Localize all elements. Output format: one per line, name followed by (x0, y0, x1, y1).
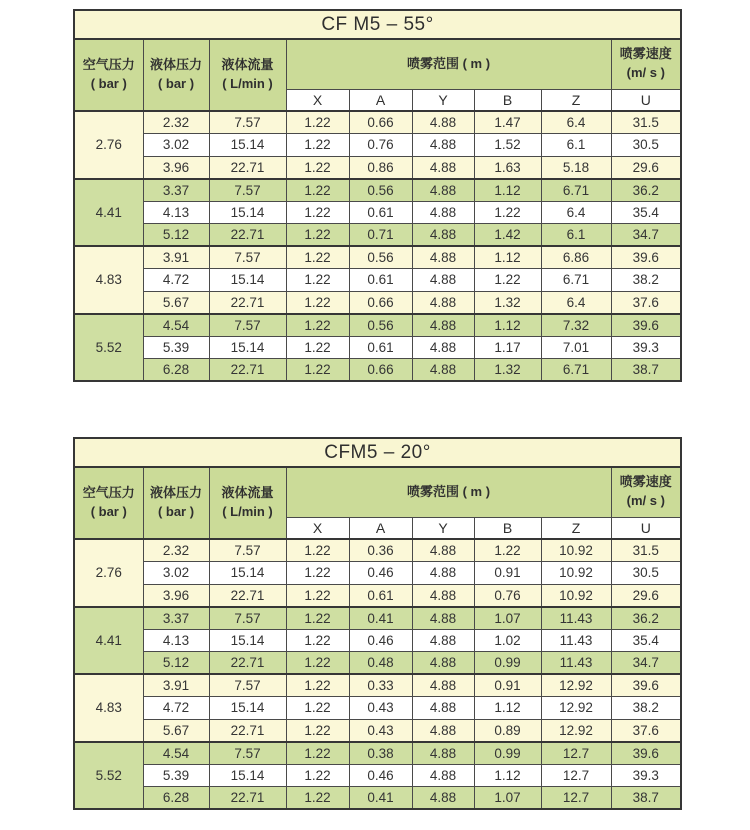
col-header-flow (209, 39, 286, 111)
col-header-flow-unit: ( L/min ) (222, 504, 273, 519)
data-cell: 4.88 (412, 336, 474, 359)
data-cell: 4.72 (143, 697, 209, 720)
data-cell: 4.88 (412, 291, 474, 314)
data-cell: 4.88 (412, 359, 474, 382)
data-cell: 12.7 (541, 742, 611, 765)
data-cell: 22.71 (209, 156, 286, 179)
data-cell: 15.14 (209, 134, 286, 157)
col-header-air-pressure-label: 空气压力 (82, 57, 135, 73)
subcol-z: Z (541, 517, 611, 539)
table-row (74, 134, 681, 157)
data-cell: 0.99 (474, 652, 541, 675)
data-cell: 38.2 (611, 697, 681, 720)
data-cell: 4.88 (412, 134, 474, 157)
data-cell: 0.56 (349, 314, 412, 337)
subcol-x: X (286, 89, 349, 111)
table-row (74, 764, 681, 787)
data-cell: 39.6 (611, 674, 681, 697)
data-cell: 6.28 (143, 787, 209, 810)
data-cell: 15.14 (209, 764, 286, 787)
data-cell: 1.22 (474, 269, 541, 292)
data-cell: 15.14 (209, 201, 286, 224)
data-cell: 4.13 (143, 629, 209, 652)
data-cell: 4.88 (412, 156, 474, 179)
data-cell: 1.22 (286, 269, 349, 292)
table-row (74, 246, 681, 269)
data-cell: 12.92 (541, 674, 611, 697)
data-cell: 1.22 (286, 787, 349, 810)
data-cell: 22.71 (209, 584, 286, 607)
data-cell: 0.36 (349, 539, 412, 562)
col-header-liquid-pressure-unit: ( bar ) (157, 504, 195, 519)
data-cell: 4.88 (412, 246, 474, 269)
data-cell: 10.92 (541, 562, 611, 585)
table-row (74, 742, 681, 765)
data-cell: 6.71 (541, 269, 611, 292)
data-cell: 4.88 (412, 719, 474, 742)
header-row (74, 467, 681, 517)
subcol-y: Y (412, 89, 474, 111)
data-cell: 0.89 (474, 719, 541, 742)
data-cell: 6.4 (541, 111, 611, 134)
data-cell: 1.17 (474, 336, 541, 359)
data-cell: 39.6 (611, 742, 681, 765)
data-cell: 1.22 (474, 201, 541, 224)
data-cell: 1.22 (286, 652, 349, 675)
table-row (74, 179, 681, 202)
data-cell: 39.6 (611, 246, 681, 269)
data-cell: 12.7 (541, 787, 611, 810)
data-cell: 29.6 (611, 584, 681, 607)
col-header-air-pressure-unit: ( bar ) (90, 76, 127, 91)
data-cell: 15.14 (209, 629, 286, 652)
col-header-liquid-pressure (143, 467, 209, 539)
table-row (74, 584, 681, 607)
data-cell: 4.88 (412, 314, 474, 337)
data-cell: 1.22 (286, 224, 349, 247)
data-cell: 1.12 (474, 764, 541, 787)
data-cell: 11.43 (541, 652, 611, 675)
data-cell: 22.71 (209, 291, 286, 314)
data-cell: 1.22 (286, 719, 349, 742)
data-cell: 22.71 (209, 719, 286, 742)
col-header-spray-speed (611, 467, 681, 517)
data-cell: 0.66 (349, 291, 412, 314)
col-header-spray-range: 喷雾范围 ( m ) (286, 467, 611, 517)
data-cell: 1.22 (286, 134, 349, 157)
data-cell: 6.86 (541, 246, 611, 269)
data-cell: 4.88 (412, 562, 474, 585)
data-cell: 11.43 (541, 607, 611, 630)
table-row (74, 359, 681, 382)
data-cell: 0.46 (349, 764, 412, 787)
data-cell: 5.12 (143, 652, 209, 675)
data-cell: 4.88 (412, 742, 474, 765)
data-cell: 1.12 (474, 697, 541, 720)
data-cell: 1.12 (474, 246, 541, 269)
table-row (74, 697, 681, 720)
table-row (74, 674, 681, 697)
data-cell: 4.88 (412, 607, 474, 630)
data-cell: 0.76 (349, 134, 412, 157)
data-cell: 0.41 (349, 607, 412, 630)
data-cell: 5.39 (143, 764, 209, 787)
data-cell: 6.28 (143, 359, 209, 382)
data-cell: 4.88 (412, 201, 474, 224)
table-row (74, 224, 681, 247)
data-cell: 2.32 (143, 111, 209, 134)
data-cell: 36.2 (611, 607, 681, 630)
data-cell: 1.07 (474, 607, 541, 630)
table-row (74, 336, 681, 359)
data-cell: 6.71 (541, 359, 611, 382)
spec-table-cf-m5-55 (73, 9, 682, 382)
data-cell: 1.22 (286, 539, 349, 562)
subcol-a: A (349, 517, 412, 539)
data-cell: 11.43 (541, 629, 611, 652)
data-cell: 0.56 (349, 179, 412, 202)
data-cell: 39.3 (611, 764, 681, 787)
data-cell: 0.61 (349, 336, 412, 359)
data-cell: 1.63 (474, 156, 541, 179)
table-row (74, 652, 681, 675)
data-cell: 7.57 (209, 674, 286, 697)
data-cell: 0.41 (349, 787, 412, 810)
data-cell: 36.2 (611, 179, 681, 202)
data-cell: 0.91 (474, 674, 541, 697)
data-cell: 1.22 (474, 539, 541, 562)
data-cell: 1.22 (286, 246, 349, 269)
data-cell: 1.22 (286, 111, 349, 134)
data-cell: 4.54 (143, 742, 209, 765)
data-cell: 0.91 (474, 562, 541, 585)
data-cell: 22.71 (209, 787, 286, 810)
data-cell: 1.47 (474, 111, 541, 134)
col-header-liquid-pressure-label: 液体压力 (149, 485, 202, 501)
subcol-x: X (286, 517, 349, 539)
data-cell: 0.86 (349, 156, 412, 179)
air-pressure-group-cell: 4.41 (74, 607, 143, 675)
data-cell: 12.92 (541, 697, 611, 720)
data-cell: 5.39 (143, 336, 209, 359)
data-cell: 0.99 (474, 742, 541, 765)
data-cell: 4.88 (412, 269, 474, 292)
air-pressure-group-cell: 4.83 (74, 674, 143, 742)
data-cell: 39.3 (611, 336, 681, 359)
data-cell: 10.92 (541, 539, 611, 562)
data-cell: 4.88 (412, 787, 474, 810)
subcol-z: Z (541, 89, 611, 111)
col-header-air-pressure (74, 467, 143, 539)
data-cell: 15.14 (209, 697, 286, 720)
data-cell: 1.22 (286, 629, 349, 652)
data-cell: 4.13 (143, 201, 209, 224)
data-cell: 15.14 (209, 269, 286, 292)
subcol-u: U (611, 517, 681, 539)
data-cell: 3.37 (143, 607, 209, 630)
table-row (74, 719, 681, 742)
col-header-flow-unit: ( L/min ) (222, 76, 273, 91)
data-cell: 1.22 (286, 562, 349, 585)
table-row (74, 787, 681, 810)
col-header-air-pressure-label: 空气压力 (82, 485, 135, 501)
data-cell: 0.46 (349, 562, 412, 585)
header-row (74, 39, 681, 89)
table-row (74, 314, 681, 337)
data-cell: 4.88 (412, 111, 474, 134)
air-pressure-group-cell: 2.76 (74, 111, 143, 179)
data-cell: 7.57 (209, 246, 286, 269)
data-cell: 3.96 (143, 584, 209, 607)
data-cell: 4.88 (412, 629, 474, 652)
data-cell: 0.61 (349, 269, 412, 292)
data-cell: 7.57 (209, 179, 286, 202)
data-cell: 10.92 (541, 584, 611, 607)
data-cell: 1.22 (286, 179, 349, 202)
data-cell: 4.88 (412, 764, 474, 787)
data-cell: 22.71 (209, 652, 286, 675)
data-cell: 22.71 (209, 224, 286, 247)
data-cell: 0.61 (349, 584, 412, 607)
subcol-b: B (474, 89, 541, 111)
table-row (74, 156, 681, 179)
data-cell: 0.66 (349, 111, 412, 134)
table-row (74, 539, 681, 562)
data-cell: 1.22 (286, 742, 349, 765)
air-pressure-group-cell: 4.41 (74, 179, 143, 247)
data-cell: 1.22 (286, 314, 349, 337)
data-cell: 38.7 (611, 359, 681, 382)
table-title: CF M5 – 55° (74, 10, 681, 39)
data-cell: 0.46 (349, 629, 412, 652)
data-cell: 0.43 (349, 697, 412, 720)
data-cell: 12.92 (541, 719, 611, 742)
data-cell: 4.88 (412, 179, 474, 202)
col-header-flow-label: 液体流量 (221, 485, 274, 501)
data-cell: 6.1 (541, 134, 611, 157)
data-cell: 0.48 (349, 652, 412, 675)
data-cell: 4.88 (412, 674, 474, 697)
data-cell: 39.6 (611, 314, 681, 337)
data-cell: 15.14 (209, 562, 286, 585)
data-cell: 4.88 (412, 539, 474, 562)
data-cell: 6.71 (541, 179, 611, 202)
col-header-spray-range: 喷雾范围 ( m ) (286, 39, 611, 89)
col-header-liquid-pressure-label: 液体压力 (149, 57, 202, 73)
data-cell: 3.37 (143, 179, 209, 202)
spec-table-cfm5-20 (73, 437, 682, 810)
col-header-flow-label: 液体流量 (221, 57, 274, 73)
data-cell: 12.7 (541, 764, 611, 787)
data-cell: 1.22 (286, 201, 349, 224)
data-cell: 7.57 (209, 607, 286, 630)
data-cell: 6.4 (541, 291, 611, 314)
data-cell: 6.4 (541, 201, 611, 224)
data-cell: 7.57 (209, 539, 286, 562)
data-cell: 3.02 (143, 134, 209, 157)
data-cell: 1.52 (474, 134, 541, 157)
data-cell: 7.32 (541, 314, 611, 337)
data-cell: 4.72 (143, 269, 209, 292)
data-cell: 4.54 (143, 314, 209, 337)
table-row (74, 269, 681, 292)
data-cell: 1.07 (474, 787, 541, 810)
data-cell: 1.02 (474, 629, 541, 652)
data-cell: 1.22 (286, 336, 349, 359)
col-header-spray-speed-unit: (m/ s ) (626, 65, 665, 81)
data-cell: 1.42 (474, 224, 541, 247)
col-header-flow (209, 467, 286, 539)
air-pressure-group-cell: 5.52 (74, 314, 143, 382)
data-cell: 5.67 (143, 291, 209, 314)
col-header-spray-speed-label: 喷雾速度 (619, 474, 672, 490)
data-cell: 35.4 (611, 201, 681, 224)
col-header-spray-speed (611, 39, 681, 89)
data-cell: 5.12 (143, 224, 209, 247)
data-cell: 15.14 (209, 336, 286, 359)
data-cell: 1.22 (286, 607, 349, 630)
table-row (74, 607, 681, 630)
data-cell: 3.02 (143, 562, 209, 585)
data-cell: 6.1 (541, 224, 611, 247)
data-cell: 7.01 (541, 336, 611, 359)
data-cell: 0.61 (349, 201, 412, 224)
data-cell: 1.22 (286, 359, 349, 382)
air-pressure-group-cell: 5.52 (74, 742, 143, 810)
data-cell: 4.88 (412, 652, 474, 675)
data-cell: 38.7 (611, 787, 681, 810)
data-cell: 1.12 (474, 179, 541, 202)
data-cell: 0.71 (349, 224, 412, 247)
data-cell: 0.43 (349, 719, 412, 742)
data-cell: 1.22 (286, 764, 349, 787)
col-header-air-pressure (74, 39, 143, 111)
data-cell: 7.57 (209, 314, 286, 337)
data-cell: 3.91 (143, 246, 209, 269)
data-cell: 1.22 (286, 291, 349, 314)
table-row (74, 291, 681, 314)
data-cell: 0.38 (349, 742, 412, 765)
data-cell: 1.12 (474, 314, 541, 337)
data-cell: 7.57 (209, 742, 286, 765)
table-row (74, 111, 681, 134)
data-cell: 1.32 (474, 359, 541, 382)
data-cell: 7.57 (209, 111, 286, 134)
data-cell: 37.6 (611, 719, 681, 742)
data-cell: 22.71 (209, 359, 286, 382)
data-cell: 1.22 (286, 156, 349, 179)
subcol-y: Y (412, 517, 474, 539)
data-cell: 4.88 (412, 224, 474, 247)
data-cell: 4.88 (412, 584, 474, 607)
data-cell: 2.32 (143, 539, 209, 562)
table-row (74, 201, 681, 224)
col-header-air-pressure-unit: ( bar ) (90, 504, 127, 519)
subcol-b: B (474, 517, 541, 539)
data-cell: 1.22 (286, 584, 349, 607)
air-pressure-group-cell: 4.83 (74, 246, 143, 314)
data-cell: 30.5 (611, 562, 681, 585)
data-cell: 35.4 (611, 629, 681, 652)
col-header-liquid-pressure (143, 39, 209, 111)
data-cell: 31.5 (611, 539, 681, 562)
table-row (74, 629, 681, 652)
data-cell: 3.96 (143, 156, 209, 179)
subcol-a: A (349, 89, 412, 111)
data-cell: 3.91 (143, 674, 209, 697)
data-cell: 1.22 (286, 697, 349, 720)
data-cell: 30.5 (611, 134, 681, 157)
data-cell: 5.67 (143, 719, 209, 742)
data-cell: 0.56 (349, 246, 412, 269)
data-cell: 34.7 (611, 224, 681, 247)
data-cell: 0.33 (349, 674, 412, 697)
data-cell: 0.76 (474, 584, 541, 607)
subcol-u: U (611, 89, 681, 111)
data-cell: 4.88 (412, 697, 474, 720)
table-title: CFM5 – 20° (74, 438, 681, 467)
data-cell: 1.32 (474, 291, 541, 314)
data-cell: 37.6 (611, 291, 681, 314)
col-header-spray-speed-unit: (m/ s ) (626, 493, 665, 509)
col-header-liquid-pressure-unit: ( bar ) (157, 76, 195, 91)
data-cell: 34.7 (611, 652, 681, 675)
data-cell: 0.66 (349, 359, 412, 382)
data-cell: 31.5 (611, 111, 681, 134)
table-row (74, 562, 681, 585)
table-title-row (74, 438, 681, 467)
data-cell: 38.2 (611, 269, 681, 292)
table-title-row (74, 10, 681, 39)
air-pressure-group-cell: 2.76 (74, 539, 143, 607)
data-cell: 29.6 (611, 156, 681, 179)
data-cell: 5.18 (541, 156, 611, 179)
col-header-spray-speed-label: 喷雾速度 (619, 46, 672, 62)
data-cell: 1.22 (286, 674, 349, 697)
